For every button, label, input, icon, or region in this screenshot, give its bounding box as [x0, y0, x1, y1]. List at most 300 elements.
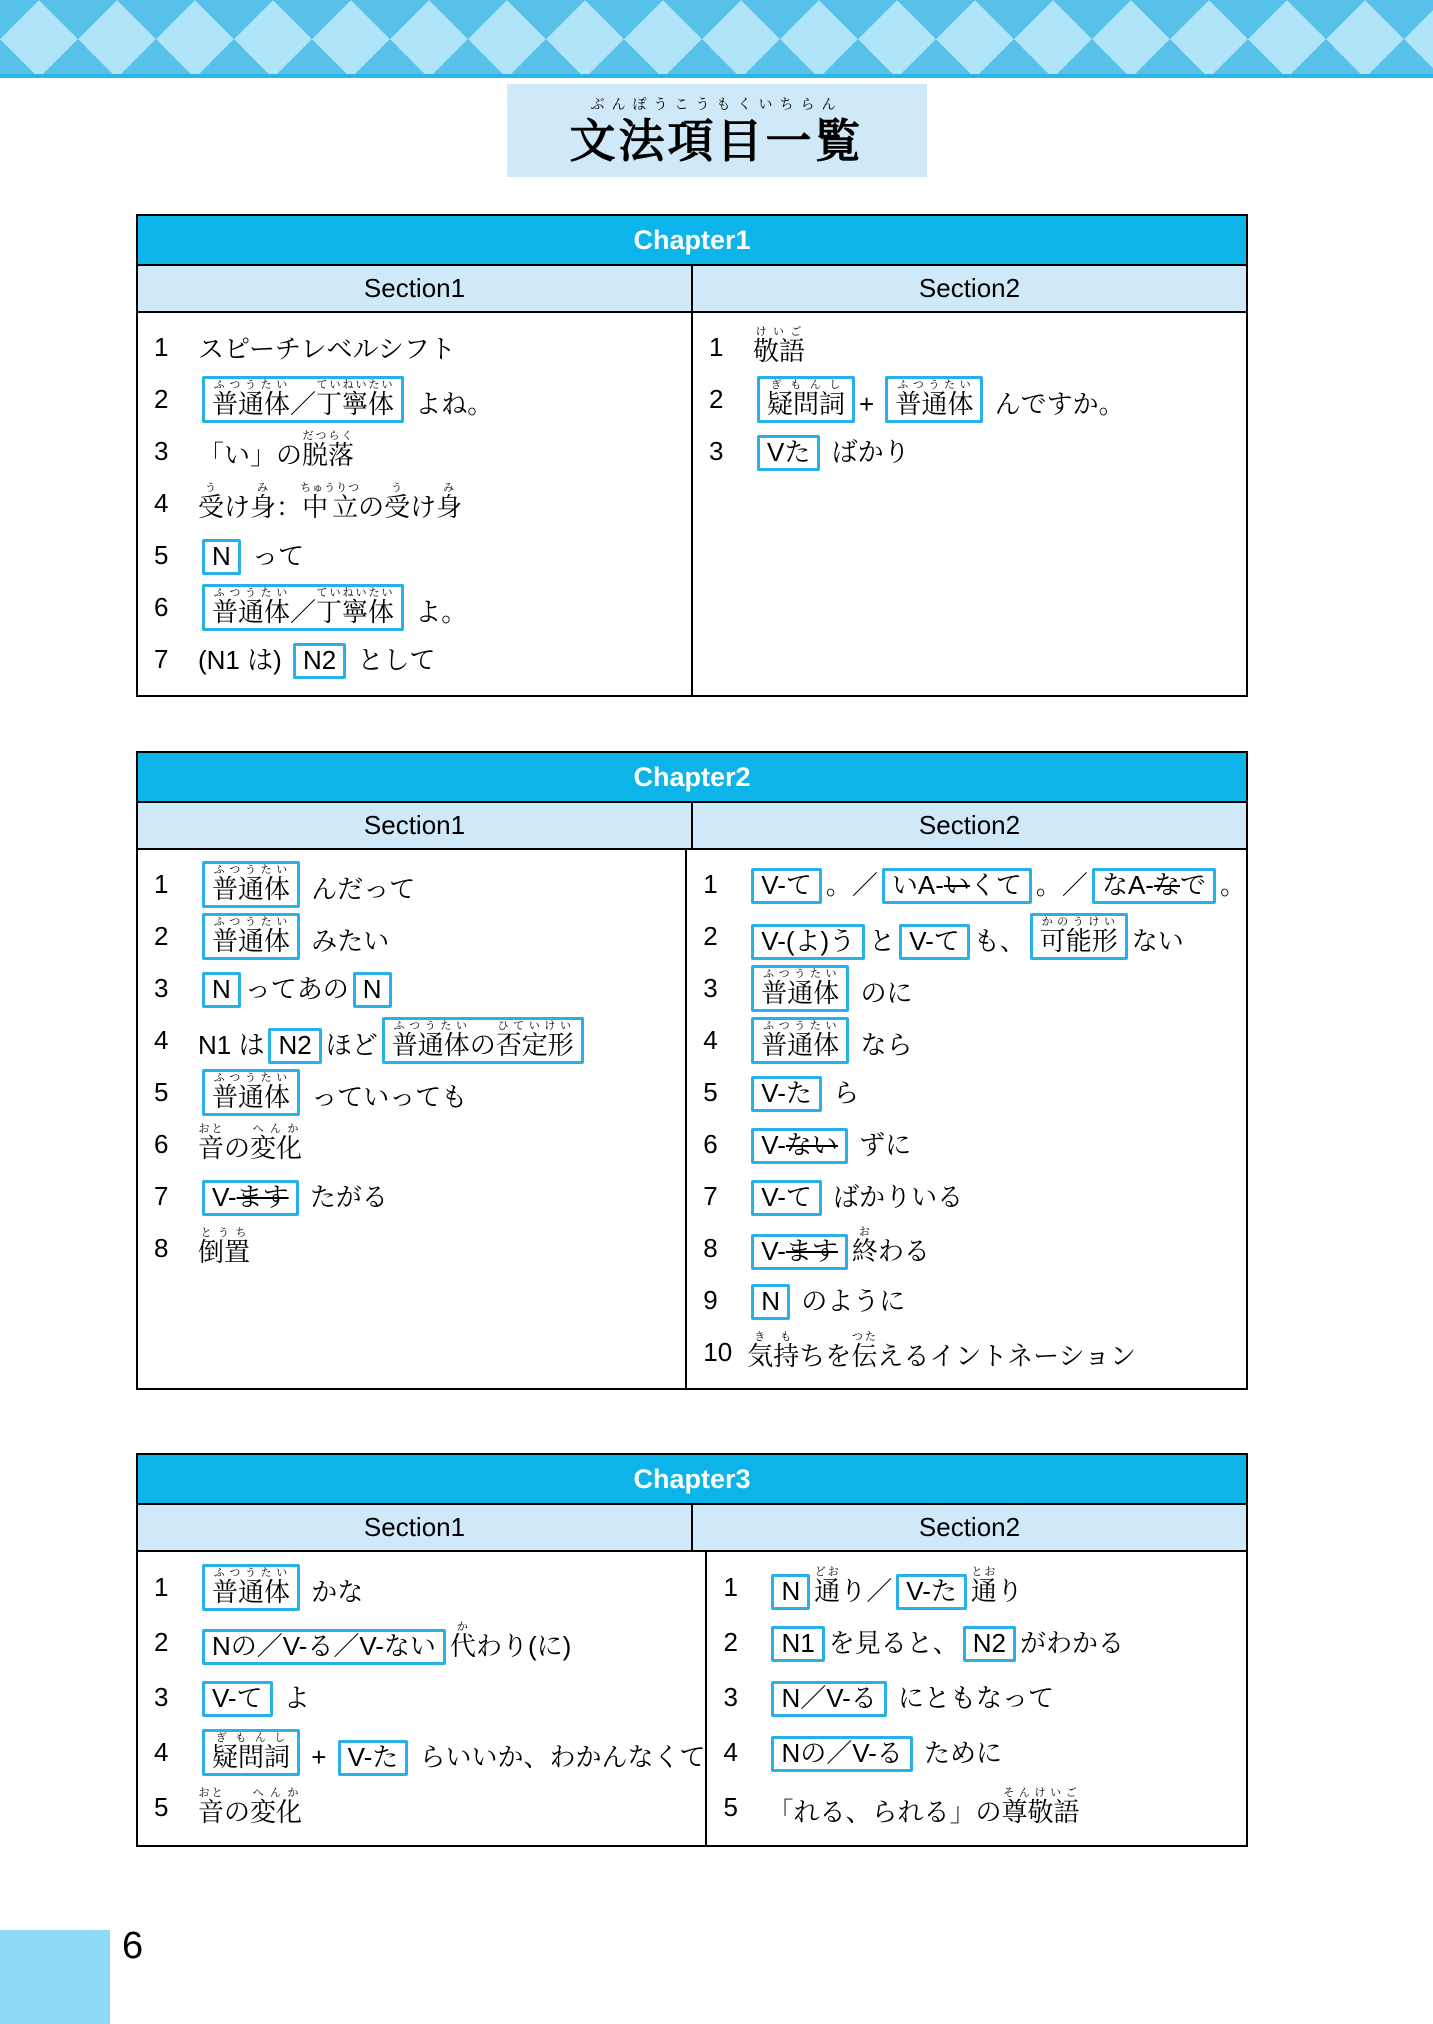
item-content [198, 329, 456, 366]
text-segment: V-た [347, 1742, 399, 1773]
text-segment: V-た [906, 1575, 957, 1606]
text-segment: N [781, 1575, 801, 1606]
item-number: 9 [703, 1284, 718, 1315]
ruby-base: 否定形 [495, 1029, 574, 1060]
ruby-term [814, 1565, 841, 1606]
section-items-column [691, 313, 1246, 695]
item-content [747, 913, 1184, 960]
text-segment: えるイントネーション [877, 1341, 1137, 1372]
ruby-base: 倒置 [198, 1237, 251, 1268]
ruby-term [198, 482, 225, 523]
chapter-table [136, 751, 1248, 1390]
ruby-term [198, 1786, 225, 1827]
grammar-term-box [751, 924, 865, 960]
chapter-body [138, 313, 1246, 695]
item-number: 5 [154, 1076, 169, 1107]
text-segment: よね。 [408, 388, 494, 419]
ruby-term [753, 326, 806, 367]
item-number: 8 [703, 1232, 718, 1263]
ruby-base: 音 [198, 1796, 225, 1827]
item-number: 4 [154, 1024, 169, 1055]
furigana: ぎもんし [212, 1732, 291, 1745]
text-segment: みたい [304, 925, 390, 956]
grammar-term-box [338, 1740, 409, 1776]
item-content [767, 1787, 1079, 1829]
furigana: ていねいたい [316, 586, 395, 599]
furigana: おと [198, 1123, 225, 1136]
ruby-term [198, 1123, 225, 1164]
grammar-term-box [751, 1180, 822, 1216]
grammar-term-box [882, 868, 1032, 904]
text-segment: ／ [290, 596, 317, 627]
furigana: つた [851, 1331, 878, 1344]
text-segment: Nの／V-る [781, 1738, 903, 1769]
ruby-base: 身 [250, 492, 277, 523]
ruby-base: 普通体 [212, 388, 291, 419]
item-content [753, 432, 910, 471]
furigana: へんか [250, 1123, 303, 1136]
item-content [767, 1678, 1054, 1717]
ruby-term [198, 1227, 251, 1268]
text-segment: ってあの [244, 973, 349, 1004]
grammar-item [687, 1170, 1246, 1222]
ruby-base: 敬語 [753, 336, 806, 367]
item-content [747, 1226, 930, 1270]
ruby-base: 終 [851, 1236, 878, 1267]
text-segment: + [304, 1742, 334, 1773]
grammar-item [138, 910, 685, 962]
checkered-top-banner [0, 0, 1433, 78]
grammar-term-box [268, 1028, 321, 1064]
item-number: 1 [703, 868, 718, 899]
grammar-term-box [202, 972, 241, 1008]
item-number: 1 [709, 331, 724, 362]
item-content [747, 965, 912, 1012]
grammar-item [138, 962, 685, 1014]
grammar-item [687, 1222, 1246, 1274]
furigana: み [250, 482, 277, 495]
item-content [747, 1281, 905, 1320]
item-number: 7 [154, 1180, 169, 1211]
text-segment: の [469, 1029, 496, 1060]
grammar-term-box [751, 965, 849, 1012]
text-segment: N1 は [198, 1029, 265, 1060]
grammar-item [707, 1615, 1246, 1670]
grammar-term-box [202, 584, 404, 631]
furigana: どお [814, 1565, 841, 1578]
ruby-term [250, 1786, 303, 1827]
ruby-term [895, 378, 974, 419]
text-segment: いA- [891, 869, 944, 900]
grammar-item [138, 1560, 705, 1615]
ruby-base: 身 [436, 492, 463, 523]
furigana: だつらく [302, 430, 355, 443]
text-segment: い [943, 869, 970, 900]
ruby-term [384, 482, 411, 523]
text-segment: 「い」の [198, 440, 303, 471]
text-segment: ます [785, 1236, 838, 1267]
grammar-item [138, 373, 691, 425]
text-segment: ／ [290, 388, 317, 419]
furigana: み [436, 482, 463, 495]
furigana: ふつうたい [212, 915, 291, 928]
ruby-base: 尊敬語 [1001, 1796, 1080, 1827]
furigana: おと [198, 1786, 225, 1799]
ruby-base: 受 [198, 492, 225, 523]
grammar-term-box [771, 1574, 810, 1610]
text-segment: N [212, 540, 231, 571]
grammar-term-box [202, 1180, 299, 1216]
section-header: Section2 [691, 266, 1246, 311]
text-segment: ： [276, 492, 303, 523]
section-header-row [138, 803, 1246, 850]
section-items-column [138, 850, 685, 1388]
text-segment: んだって [304, 873, 416, 904]
ruby-base: 普通体 [212, 873, 291, 904]
ruby-base: 普通体 [212, 1577, 291, 1608]
item-number: 2 [709, 383, 724, 414]
grammar-term-box [751, 1284, 790, 1320]
ruby-term [767, 378, 846, 419]
item-content [198, 1729, 705, 1776]
item-number: 10 [703, 1336, 733, 1367]
furigana: ひていけい [495, 1019, 574, 1032]
text-segment: V-て [212, 1683, 263, 1714]
item-content [198, 482, 462, 524]
ruby-term [851, 1331, 878, 1372]
furigana: ふつうたい [212, 863, 291, 876]
item-number: 7 [703, 1180, 718, 1211]
ruby-term [250, 1123, 303, 1164]
item-number: 3 [703, 972, 718, 1003]
furigana: きも [747, 1331, 800, 1344]
ruby-base: 気持 [747, 1341, 800, 1372]
grammar-item [687, 1014, 1246, 1066]
furigana: ふつうたい [895, 378, 974, 391]
ruby-term [1039, 915, 1118, 956]
item-content [198, 1017, 588, 1064]
chapter-table [136, 214, 1248, 697]
text-segment: たがる [302, 1181, 388, 1212]
text-segment: V- [761, 1129, 786, 1160]
furigana: ふつうたい [212, 1567, 291, 1580]
text-segment: N1 [781, 1628, 815, 1659]
page-title: 文法項目一覧 [569, 115, 864, 167]
grammar-item [138, 425, 691, 477]
page-corner-tab [0, 1930, 110, 2024]
text-segment: の [358, 492, 385, 523]
grammar-item [138, 633, 691, 685]
text-segment: り／ [840, 1575, 893, 1606]
item-content [747, 1073, 859, 1112]
grammar-term-box [757, 435, 820, 471]
ruby-base: 普通体 [895, 388, 974, 419]
ruby-base: 通 [970, 1575, 997, 1606]
grammar-item [138, 1615, 705, 1670]
item-number: 3 [154, 435, 169, 466]
text-segment: V-て [761, 1181, 812, 1212]
item-content [767, 1733, 1002, 1772]
page-title-box [507, 84, 927, 177]
item-number: 6 [154, 1128, 169, 1159]
item-number: 6 [703, 1128, 718, 1159]
section-header: Section1 [363, 1512, 466, 1543]
item-number: 4 [154, 487, 169, 518]
furigana: ふつうたい [212, 586, 291, 599]
text-segment: って [244, 540, 305, 571]
grammar-term-box [963, 1626, 1016, 1662]
text-segment: らいいか、わかんなくて [412, 1742, 706, 1773]
text-segment: N [362, 973, 382, 1004]
ruby-term [212, 863, 291, 904]
ruby-term [449, 1620, 476, 1661]
ruby-base: 音 [198, 1133, 225, 1164]
item-number: 3 [154, 972, 169, 1003]
item-content [198, 536, 304, 575]
section-header: Section2 [691, 803, 1246, 848]
text-segment: と [869, 925, 896, 956]
grammar-item [693, 373, 1246, 425]
grammar-item [138, 1014, 685, 1066]
grammar-item [138, 858, 685, 910]
furigana: ていねいたい [316, 378, 395, 391]
text-segment: N2 [303, 644, 337, 675]
text-segment: っていっても [304, 1081, 468, 1112]
grammar-item [693, 425, 1246, 477]
item-content [198, 584, 467, 631]
item-content [198, 1621, 571, 1665]
ruby-base: 普通体 [761, 1029, 840, 1060]
item-content [747, 1177, 963, 1216]
grammar-term-box [885, 376, 983, 423]
text-segment: (N1 は) [198, 644, 290, 675]
text-segment: V-て [909, 925, 960, 956]
text-segment: かな [304, 1577, 364, 1608]
grammar-item [707, 1560, 1246, 1615]
ruby-base: 普通体 [212, 596, 291, 627]
grammar-term-box [353, 972, 392, 1008]
text-segment: N [212, 973, 231, 1004]
furigana: とうち [198, 1227, 250, 1240]
grammar-item [138, 1725, 705, 1780]
item-content [747, 1017, 912, 1064]
chapter-header: Chapter2 [138, 753, 1246, 803]
text-segment: N [761, 1285, 781, 1316]
item-content [767, 1623, 1124, 1662]
ruby-base: 普通体 [212, 925, 291, 956]
text-segment: Nの／V-る／V-ない [212, 1630, 436, 1661]
grammar-term-box [293, 643, 346, 679]
item-number: 4 [703, 1024, 718, 1055]
text-segment: のに [853, 977, 913, 1008]
text-segment: け [224, 492, 251, 523]
text-segment: ために [916, 1738, 1003, 1769]
item-number: 2 [723, 1627, 738, 1658]
text-segment: として [350, 644, 436, 675]
text-segment: 。／ [825, 869, 878, 900]
ruby-term [302, 430, 355, 471]
text-segment: わり(に) [475, 1630, 572, 1661]
text-segment: N2 [972, 1628, 1006, 1659]
page-number: 6 [122, 1925, 144, 1967]
grammar-term-box [202, 539, 241, 575]
grammar-term-box [1030, 913, 1128, 960]
text-segment: ない [785, 1129, 838, 1160]
grammar-term-box [751, 1128, 848, 1164]
ruby-term [761, 967, 840, 1008]
text-segment: ます [236, 1181, 289, 1212]
furigana: か [449, 1620, 476, 1633]
item-number: 4 [723, 1737, 738, 1768]
item-number: 2 [154, 920, 169, 951]
text-segment: ずに [851, 1129, 912, 1160]
ruby-base: 伝 [851, 1341, 878, 1372]
furigana: とお [970, 1565, 997, 1578]
ruby-base: 中立 [300, 492, 361, 523]
grammar-item [138, 477, 691, 529]
grammar-item [138, 1222, 685, 1274]
item-content [753, 376, 1125, 423]
ruby-base: 疑問詞 [212, 1742, 291, 1773]
ruby-base: 丁寧体 [316, 596, 395, 627]
furigana: お [851, 1226, 878, 1239]
ruby-term [212, 586, 291, 627]
ruby-base: 代 [449, 1630, 476, 1661]
item-content [198, 1177, 388, 1216]
ruby-term [212, 915, 291, 956]
ruby-term [212, 1071, 291, 1112]
section-header: Section1 [363, 810, 466, 841]
item-number: 2 [154, 1627, 169, 1658]
text-segment: を見ると、 [828, 1628, 959, 1659]
item-number: 3 [723, 1682, 738, 1713]
item-content [198, 913, 389, 960]
furigana: けいご [753, 326, 805, 339]
text-segment: スピーチレベルシフト [198, 333, 456, 364]
text-segment: N／V-る [781, 1683, 877, 1714]
item-content [198, 1069, 467, 1116]
text-segment: の [224, 1133, 251, 1164]
item-content [747, 1331, 1136, 1373]
text-segment: のように [794, 1285, 906, 1316]
item-number: 3 [154, 1682, 169, 1713]
grammar-item [707, 1725, 1246, 1780]
grammar-item [687, 1326, 1246, 1378]
ruby-base: 普通体 [761, 977, 840, 1008]
item-number: 1 [154, 1572, 169, 1603]
item-content [198, 1787, 302, 1829]
ruby-term [1001, 1786, 1080, 1827]
section-items-column [685, 850, 1246, 1388]
text-segment: V-て [761, 869, 812, 900]
item-content [747, 1125, 911, 1164]
grammar-term-box [202, 1729, 300, 1776]
item-content [198, 1123, 302, 1165]
item-content [198, 1678, 310, 1717]
grammar-term-box [202, 861, 300, 908]
section-items-column [705, 1552, 1246, 1845]
ruby-base: 普通体 [391, 1029, 470, 1060]
ruby-term [316, 586, 395, 627]
furigana: ふつうたい [391, 1019, 470, 1032]
furigana: へんか [250, 1786, 303, 1799]
page-title-furigana: ぶんぽうこうもくいちらん [590, 96, 843, 112]
text-segment: 「れる、られる」の [767, 1796, 1002, 1827]
grammar-term-box [382, 1017, 584, 1064]
grammar-item [687, 1066, 1246, 1118]
item-content [198, 969, 396, 1008]
grammar-item [693, 321, 1246, 373]
ruby-term [316, 378, 395, 419]
grammar-term-box [899, 924, 970, 960]
text-segment: け [410, 492, 437, 523]
item-content [198, 430, 354, 472]
grammar-term-box [202, 1629, 446, 1665]
ruby-term [436, 482, 463, 523]
text-segment: り [996, 1575, 1023, 1606]
text-segment: ばかりいる [825, 1181, 964, 1212]
text-segment: にともなって [890, 1683, 1055, 1714]
furigana: ぎもんし [767, 378, 846, 391]
grammar-term-box [757, 376, 855, 423]
item-number: 8 [154, 1232, 169, 1263]
grammar-term-box [751, 868, 822, 904]
item-content [198, 640, 436, 679]
section-header: Section2 [691, 1505, 1246, 1550]
grammar-item [138, 529, 691, 581]
grammar-term-box [202, 1069, 300, 1116]
item-content [747, 865, 1246, 904]
section-header: Section1 [363, 273, 466, 304]
section-items-column [138, 313, 691, 695]
ruby-base: 受 [384, 492, 411, 523]
grammar-item [687, 1118, 1246, 1170]
grammar-term-box [751, 1017, 849, 1064]
ruby-term [391, 1019, 470, 1060]
chapter-header: Chapter3 [138, 1455, 1246, 1505]
grammar-item [687, 858, 1246, 910]
grammar-item [687, 962, 1246, 1014]
ruby-term [250, 482, 277, 523]
ruby-base: 丁寧体 [316, 388, 395, 419]
text-segment: 。 [1219, 869, 1246, 900]
furigana: ふつうたい [212, 378, 291, 391]
text-segment: ほど [325, 1029, 378, 1060]
text-segment: V- [212, 1181, 237, 1212]
text-segment: Vた [767, 436, 811, 467]
text-segment: N2 [278, 1029, 312, 1060]
ruby-term [212, 378, 291, 419]
item-content [198, 1564, 363, 1611]
grammar-item [138, 321, 691, 373]
grammar-term-box [202, 1681, 273, 1717]
furigana: ふつうたい [761, 1019, 840, 1032]
text-segment: V-た [761, 1077, 812, 1108]
text-segment: の [224, 1796, 251, 1827]
text-segment: も、 [973, 925, 1026, 956]
item-number: 5 [154, 539, 169, 570]
grammar-item [138, 581, 691, 633]
chapter-header: Chapter1 [138, 216, 1246, 266]
text-segment: 。／ [1035, 869, 1088, 900]
chapter-body [138, 1552, 1246, 1845]
grammar-term-box [771, 1681, 886, 1717]
grammar-term-box [896, 1574, 967, 1610]
item-number: 2 [703, 920, 718, 951]
item-content [198, 861, 415, 908]
item-number: 5 [154, 1792, 169, 1823]
text-segment: なら [853, 1029, 913, 1060]
